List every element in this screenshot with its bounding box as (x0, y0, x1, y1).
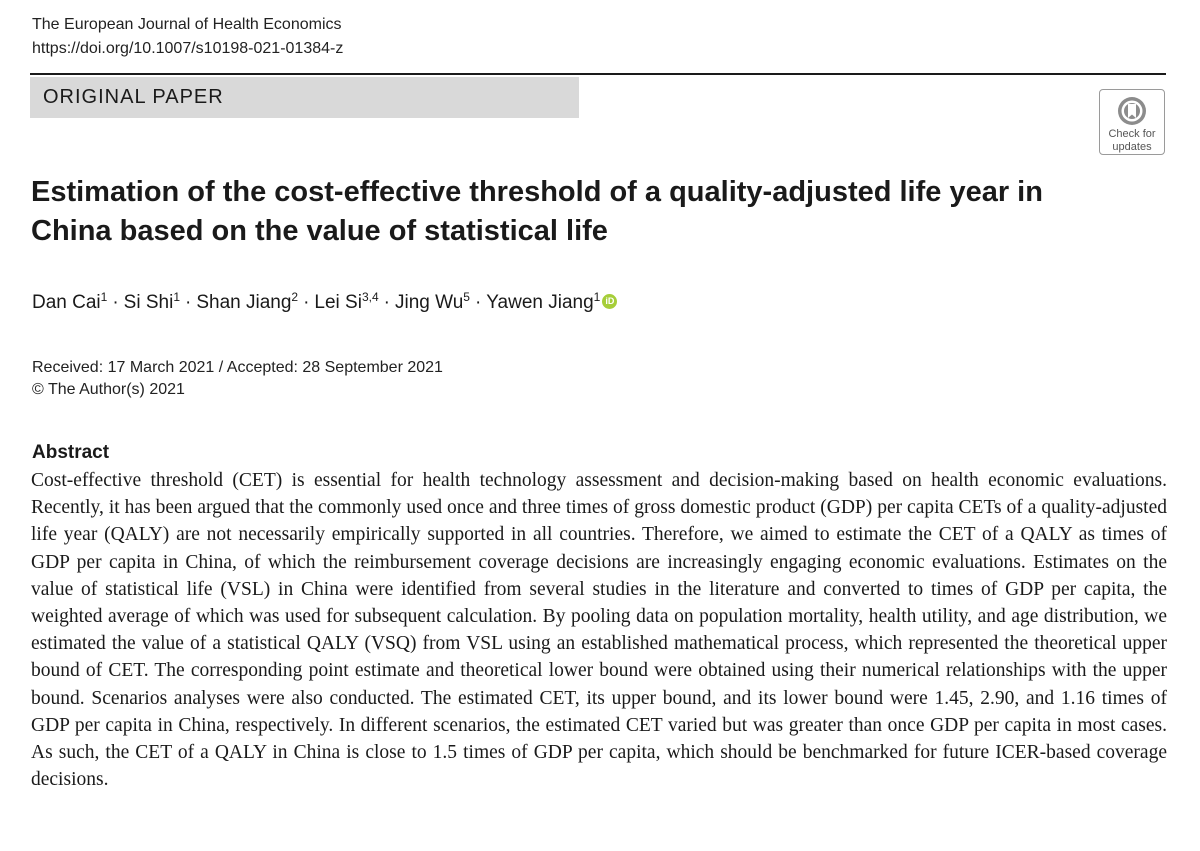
author-name[interactable]: Dan Cai (32, 292, 101, 313)
header-rule (30, 73, 1166, 75)
copyright-notice: © The Author(s) 2021 (32, 381, 185, 398)
abstract-heading: Abstract (32, 442, 110, 463)
author-separator: · (383, 292, 390, 313)
section-label: ORIGINAL PAPER (43, 86, 224, 108)
author-separator: · (185, 292, 192, 313)
author-name[interactable]: Shan Jiang (196, 292, 292, 313)
author-separator: · (303, 292, 310, 313)
author-affiliation: 3,4 (361, 290, 379, 304)
bookmark-update-icon (1116, 95, 1148, 127)
journal-header (32, 13, 343, 61)
author-affiliation: 1 (173, 290, 180, 304)
check-for-updates-line2: updates (1112, 141, 1152, 153)
received-accepted-dates: Received: 17 March 2021 / Accepted: 28 September 2021 (32, 359, 443, 376)
doi-link[interactable]: https://doi.org/10.1007/s10198-021-01384-z (32, 40, 344, 57)
author-list (32, 290, 617, 316)
author-affiliation: 2 (291, 290, 299, 304)
author-affiliation: 1 (593, 290, 601, 304)
author-affiliation: 1 (100, 290, 108, 304)
author-name[interactable]: Jing Wu (394, 292, 464, 313)
journal-name: The European Journal of Health Economics (32, 16, 342, 33)
abstract-text: Cost-effective threshold (CET) is essential for health technology assessment and decision-making based on health economic evaluations. Recently, it has been argued that the commonly used once and three times of gross domestic product (GDP) per capita CETs of a quality-adjusted life year (QALY) are not necessarily empirically supported in all countries. Therefore, we aimed to estimate the CET of a QALY as times of GDP per capita in China, of which the reimbursement coverage decisions are increasingly engaging economic evaluations. Estimates on the value of statistical life (VSL) in China were identified from several studies in the literature and converted to times of GDP per capita, the weighted average of which was used for subsequent calculation. By pooling data on population mortality, health utility, and age distribution, we estimated the value of a statistical QALY (VSQ) from VSL using an established mathematical process, which represented the theoretical upper bound of CET. The corresponding point estimate and theoretical lower bound were obtained using their numerical relationships with the upper bound. Scenarios analyses were also conducted. The estimated CET, its upper bound, and its lower bound were 1.45, 2.90, and 1.16 times of GDP per capita in China, respectively. In different scenarios, the estimated CET varied but was greater than once GDP per capita in most cases. As such, the CET of a QALY in China is close to 1.5 times of GDP per capita, which should be benchmarked for future ICER-based coverage decisions. (31, 470, 1167, 791)
orcid-icon[interactable]: iD (602, 294, 617, 309)
author-affiliation: 5 (463, 290, 470, 304)
author-name[interactable]: Lei Si (314, 292, 362, 313)
paper-title: Estimation of the cost-effective threshold of a quality-adjusted life year in China based on the value of statistical life (31, 176, 1043, 247)
author-name[interactable]: Yawen Jiang (486, 292, 594, 313)
check-for-updates-badge[interactable] (1099, 89, 1165, 155)
article-dates (32, 357, 443, 401)
check-for-updates-line1: Check for (1108, 128, 1156, 140)
author-separator: · (474, 292, 482, 313)
author-name[interactable]: Si Shi (123, 292, 174, 313)
section-band (30, 77, 579, 118)
author-separator: · (112, 292, 119, 313)
